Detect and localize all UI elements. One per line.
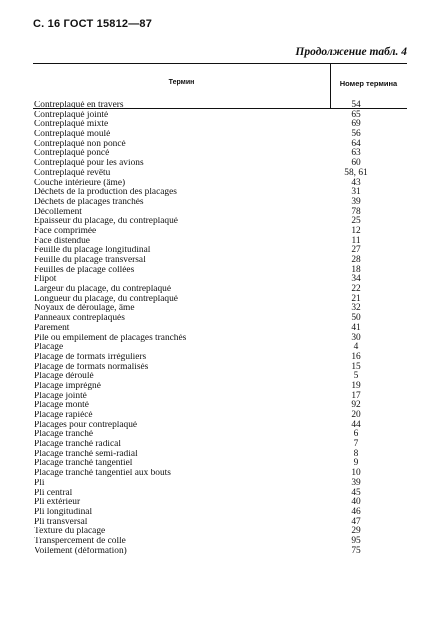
table-row <box>34 188 379 197</box>
term-cell: Placage tranché tangentiel aux bouts <box>34 469 171 479</box>
term-number-cell: 64 <box>351 138 361 149</box>
table-row <box>34 246 379 255</box>
term-number-cell: 34 <box>351 274 361 285</box>
table-row <box>34 101 379 110</box>
table-row <box>34 450 379 459</box>
table-row <box>34 334 379 343</box>
term-cell: Noyaux de déroulage, âme <box>34 304 135 314</box>
term-number-cell: 44 <box>351 419 361 430</box>
column-header-number: Номер термина <box>339 79 398 88</box>
term-cell: Flipot <box>34 275 57 285</box>
column-header-term: Термин <box>168 79 195 86</box>
table-row <box>34 469 379 478</box>
table-row <box>34 314 379 323</box>
term-number-cell: 21 <box>351 293 361 304</box>
term-number-cell: 69 <box>351 119 361 130</box>
table-row <box>34 120 379 129</box>
table-row <box>34 498 379 507</box>
term-number-cell: 78 <box>351 206 361 217</box>
table-row <box>34 547 379 556</box>
table-row <box>34 295 379 304</box>
term-cell: Contreplaqué en travers <box>34 101 124 110</box>
term-cell: Placage monté <box>34 401 89 411</box>
term-number-cell: 22 <box>351 284 361 295</box>
table-row <box>34 527 379 536</box>
term-cell: Contreplaqué pour les avions <box>34 159 144 169</box>
term-number-cell: 17 <box>351 390 361 401</box>
table-row <box>34 537 379 546</box>
term-number-cell: 40 <box>351 497 361 508</box>
table-row <box>34 411 379 420</box>
term-number-cell: 12 <box>351 225 361 236</box>
term-cell: Contreplaqué mixte <box>34 120 109 130</box>
table-row <box>34 421 379 430</box>
term-cell: Placage tranché radical <box>34 440 121 450</box>
term-number-cell: 7 <box>353 439 359 450</box>
term-number-cell: 31 <box>351 187 361 198</box>
table-row <box>34 363 379 372</box>
term-number-cell: 20 <box>351 410 361 420</box>
table-row <box>34 237 379 246</box>
term-cell: Parement <box>34 323 70 333</box>
term-number-cell: 9 <box>353 458 359 469</box>
term-cell: Placage tranché tangentiel <box>34 459 133 469</box>
term-cell: Contreplaqué non poncé <box>34 139 126 149</box>
term-cell: Longueur du placage, du contreplaqué <box>34 294 178 304</box>
term-number-cell: 43 <box>351 177 361 188</box>
term-cell: Placage déroulé <box>34 372 94 382</box>
term-cell: Feuille du placage longitudinal <box>34 246 151 256</box>
term-number-cell: 10 <box>351 468 361 479</box>
table-row <box>34 130 379 139</box>
table-row <box>34 198 379 207</box>
term-number-cell: 19 <box>351 380 361 391</box>
table-row <box>34 343 379 352</box>
table-row <box>34 275 379 284</box>
term-number-cell: 16 <box>351 351 361 362</box>
table-row <box>34 430 379 439</box>
table-row <box>34 353 379 362</box>
table-row <box>34 179 379 188</box>
term-number-cell: 27 <box>351 245 361 256</box>
term-cell: Face distendue <box>34 236 90 246</box>
table-row <box>34 382 379 391</box>
term-number-cell: 63 <box>351 148 361 159</box>
term-cell: Epaisseur du placage, du contreplaqué <box>34 217 178 227</box>
term-number-cell: 39 <box>351 196 361 207</box>
term-number-cell: 8 <box>353 448 359 459</box>
table-continuation-label: Продолжение табл. 4 <box>295 46 407 58</box>
table-row <box>34 401 379 410</box>
term-number-cell: 92 <box>351 400 361 411</box>
term-number-cell: 30 <box>351 332 361 343</box>
term-number-cell: 25 <box>351 216 361 227</box>
term-number-cell: 29 <box>351 526 361 537</box>
term-cell: Placages pour contreplaqué <box>34 420 138 430</box>
term-number-cell: 39 <box>351 477 361 488</box>
table-row <box>34 208 379 217</box>
term-number-cell: 75 <box>351 545 361 556</box>
table-row <box>34 440 379 449</box>
term-number-cell: 15 <box>351 361 361 372</box>
table-row <box>34 256 379 265</box>
term-cell: Transpercement de colle <box>34 536 126 546</box>
term-number-cell: 46 <box>351 506 361 517</box>
table-row <box>34 508 379 517</box>
term-number-cell: 60 <box>351 158 361 169</box>
table-row <box>34 285 379 294</box>
term-number-cell: 54 <box>351 100 361 110</box>
term-cell: Placage imprégné <box>34 381 101 391</box>
table-row <box>34 217 379 226</box>
term-cell: Face comprimée <box>34 226 97 236</box>
term-number-cell: 95 <box>351 535 361 546</box>
term-number-cell: 6 <box>353 429 359 440</box>
term-number-cell: 65 <box>351 109 361 120</box>
term-cell: Décollement <box>34 207 82 217</box>
term-cell: Pli extérieur <box>34 498 81 508</box>
term-number-cell: 56 <box>351 129 361 140</box>
term-cell: Feuilles de placage collées <box>34 265 135 275</box>
term-number-cell: 58, 61 <box>344 167 368 178</box>
term-cell: Feuille du placage transversal <box>34 256 146 265</box>
term-number-cell: 32 <box>351 303 361 314</box>
term-number-cell: 11 <box>351 235 361 246</box>
term-cell: Contreplaqué moulé <box>34 130 111 140</box>
term-cell: Texture du placage <box>34 527 106 537</box>
table-row <box>34 489 379 498</box>
term-number-cell: 47 <box>351 516 361 527</box>
term-number-cell: 5 <box>353 371 359 382</box>
table-row <box>34 111 379 120</box>
term-number-cell: 45 <box>351 487 361 498</box>
term-number-cell: 28 <box>351 255 361 265</box>
term-cell: Couche intérieure (âme) <box>34 178 126 188</box>
term-number-cell: 41 <box>351 322 361 333</box>
term-number-cell: 18 <box>351 264 361 275</box>
table-row <box>34 324 379 333</box>
page-header: С. 16 ГОСТ 15812—87 <box>33 18 153 30</box>
term-cell: Placage de formats normalisés <box>34 362 149 372</box>
term-number-cell: 4 <box>353 342 359 353</box>
table-row <box>34 159 379 168</box>
table-row <box>34 392 379 401</box>
term-cell: Placage rapiécé <box>34 411 93 420</box>
term-cell: Largeur du placage, du contreplaqué <box>34 285 172 295</box>
term-number-cell: 50 <box>351 313 361 324</box>
term-cell: Voilement (déformation) <box>34 546 127 556</box>
term-cell: Placage tranché <box>34 430 94 440</box>
term-list <box>34 101 379 556</box>
table-row <box>34 149 379 158</box>
table-row <box>34 372 379 381</box>
table-row <box>34 459 379 468</box>
table-row <box>34 169 379 178</box>
term-cell: Contreplaqué poncé <box>34 149 110 159</box>
table-row <box>34 140 379 149</box>
term-cell: Pli transversal <box>34 517 88 527</box>
term-cell: Pli longitudinal <box>34 507 93 517</box>
table-row <box>34 304 379 313</box>
term-cell: Déchets de placages tranchés <box>34 197 144 207</box>
table-row <box>34 266 379 275</box>
table-row <box>34 479 379 488</box>
term-cell: Pli central <box>34 488 73 498</box>
table-row <box>34 227 379 236</box>
term-cell: Pile ou empilement de placages tranchés <box>34 333 187 343</box>
term-cell: Contreplaqué jointé <box>34 110 109 120</box>
term-cell: Panneaux contreplaqués <box>34 314 125 324</box>
term-cell: Contreplaqué revêtu <box>34 168 111 178</box>
term-cell: Placage tranché semi-radial <box>34 449 138 459</box>
term-cell: Placage <box>34 343 64 353</box>
term-cell: Pli <box>34 478 45 488</box>
term-cell: Placage de formats irréguliers <box>34 352 147 362</box>
table-row <box>34 518 379 527</box>
term-cell: Déchets de la production des placages <box>34 188 177 198</box>
term-cell: Placage jointé <box>34 391 87 401</box>
